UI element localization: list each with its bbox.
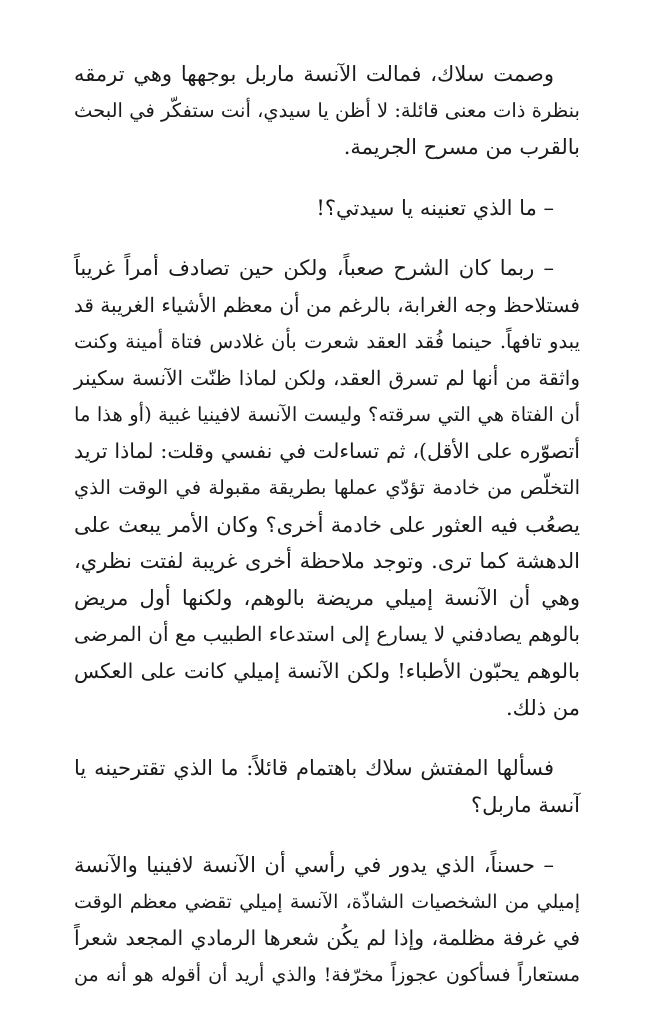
book-page bbox=[74, 56, 580, 1018]
text-line: أن الفتاة هي التي سرقته؟ وليست الآنسة لافينيا غبية (أو هذا ما bbox=[74, 402, 580, 426]
text-line: مستعاراً فسأكون عجوزاً مخرّفة! والذي أريد أن أقوله هو أنه من bbox=[74, 964, 580, 987]
text-line: من ذلك. bbox=[505, 695, 580, 720]
text-line: – ما الذي تعنينه يا سيدتي؟! bbox=[316, 195, 554, 220]
text-line: واثقة من أنها لم تسرق العقد، ولكن لماذا ظنّت الآنسة سكينر bbox=[74, 366, 580, 391]
text-line: بالقرب من مسرح الجريمة. bbox=[343, 135, 580, 160]
text-line: بالوهم يحبّون الأطباء! ولكن الآنسة إميلي كانت على العكس bbox=[74, 658, 580, 683]
paragraph-5 bbox=[74, 847, 580, 993]
text-line: بالوهم يصادفني لا يسارع إلى استدعاء الطبيب مع أن المرضى bbox=[74, 622, 580, 647]
text-line: – حسناً، الذي يدور في رأسي أن الآنسة لافينيا والآنسة bbox=[74, 853, 554, 878]
text-line: بنظرة ذات معنى قائلة: لا أظن يا سيدي، أنت ستفكّر في البحث bbox=[74, 98, 580, 122]
paragraph-3 bbox=[74, 250, 580, 726]
text-line: فسألها المفتش سلاك باهتمام قائلاً: ما الذي تقترحينه يا bbox=[74, 756, 554, 781]
text-line: يصعُب فيه العثور على خادمة أخرى؟ وكان الأمر يبعث على bbox=[74, 512, 580, 537]
text-line: يبدو تافهاً. حينما فُقد العقد شعرت بأن غلادس فتاة أمينة وكنت bbox=[74, 329, 580, 353]
text-line: – ربما كان الشرح صعباً، ولكن حين تصادف أمراً غريباً bbox=[74, 256, 554, 281]
text-line: وهي أن الآنسة إميلي مريضة بالوهم، ولكنها أول مريض bbox=[74, 585, 580, 610]
text-line: أتصوّره على الأقل)، ثم تساءلت في نفسي وقلت: لماذا تريد bbox=[74, 439, 580, 464]
paragraph-1 bbox=[74, 56, 580, 166]
text-line: إميلي من الشخصيات الشاذّة، الآنسة إميلي تقضي معظم الوقت bbox=[74, 890, 580, 913]
paragraph-2 bbox=[74, 190, 580, 227]
text-line: فستلاحظ وجه الغرابة، بالرغم من أن معظم الأشياء الغريبة قد bbox=[73, 292, 580, 317]
paragraph-4 bbox=[74, 750, 580, 823]
text-line: آنسة ماربل؟ bbox=[470, 792, 580, 817]
text-line: الدهشة كما ترى. وتوجد ملاحظة أخرى غريبة لفتت نظري، bbox=[74, 549, 580, 574]
text-line: وصمت سلاك، فمالت الآنسة ماربل بوجهها وهي ترمقه bbox=[74, 62, 554, 86]
text-line: التخلّص من خادمة تؤدّي عملها بطريقة مقبولة في الوقت الذي bbox=[74, 475, 580, 499]
text-line: في غرفة مظلمة، وإذا لم يكُن شعرها الرمادي المجعد شعراً bbox=[74, 926, 580, 951]
